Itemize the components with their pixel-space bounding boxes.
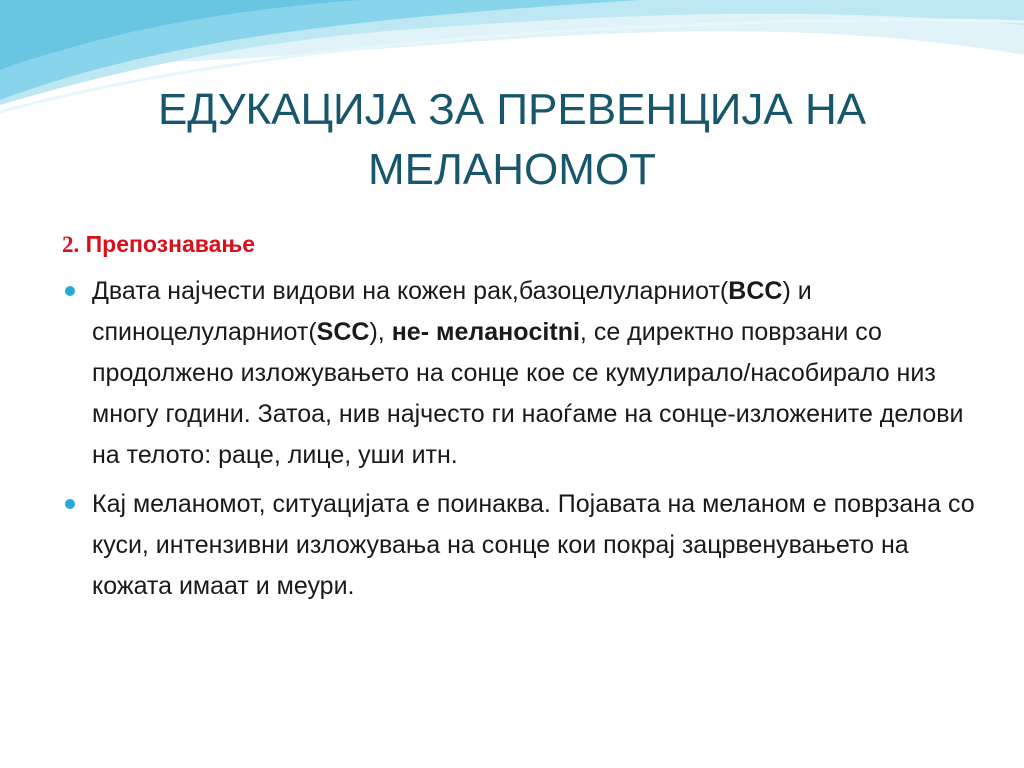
bullet-1-bold-non-melanocytic: не- меланоcitni: [391, 318, 580, 346]
bullet-1-text-part-1: Двата најчести видови на кожен рак,базоцелуларниот(: [92, 277, 729, 305]
bullet-1-text-part-4: , се директно поврзани со продолжено изложувањето на сонце кое се кумулирало/насобирало низ многу години. Затоа, нив најчесто ги наоѓаме на сонце-изложените делови на телото: раце, лице, уши итн.: [92, 318, 964, 469]
bullet-1-bold-scc: SCC: [316, 318, 370, 346]
slide-title-line-1: ЕДУКАЦИЈА ЗА ПРЕВЕНЦИЈА НА: [157, 85, 867, 134]
bullet-1-text-part-2: ) и спиноцелуларниот(: [92, 277, 812, 346]
bullet-dot-icon: [65, 499, 75, 509]
section-subheading: [62, 228, 982, 261]
subheading-text: Препознавање: [85, 231, 256, 257]
bullet-item-2: [62, 484, 982, 607]
bullet-dot-icon: [65, 286, 75, 296]
slide-title: [40, 80, 984, 200]
subheading-number: 2.: [62, 232, 80, 257]
bullet-2-text: Кај меланомот, ситуацијата е поинаква. Појавата на меланом е поврзана со куси, интензивни изложувања на сонце кои покрај зацрвенувањето на кожата имаат и меури.: [92, 490, 975, 600]
bullet-1-text-part-3: ),: [369, 318, 392, 346]
bullet-item-1: [62, 271, 982, 476]
slide-title-line-2: МЕЛАНОМОТ: [368, 145, 656, 194]
slide-body: [62, 228, 982, 615]
bullet-1-bold-bcc: BCC: [728, 277, 783, 305]
